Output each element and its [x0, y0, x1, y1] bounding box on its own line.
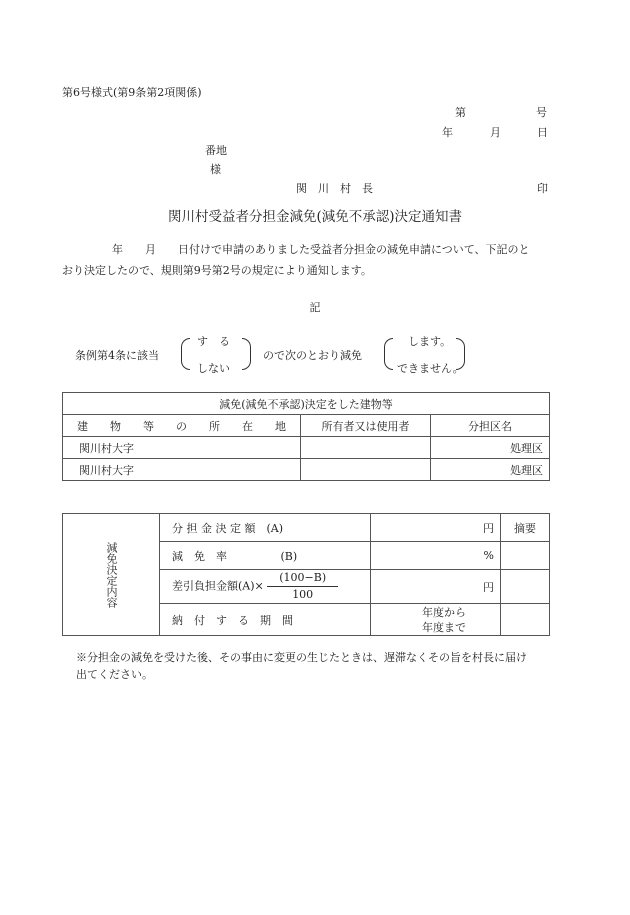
- right-brace-1: [242, 338, 251, 370]
- buildings-table: [62, 392, 550, 481]
- remarks-cell: [501, 604, 550, 636]
- payment-period-range: [371, 604, 501, 636]
- remarks-header: 摘要: [501, 514, 550, 542]
- doc-number-prefix: 第: [455, 106, 466, 119]
- owner-cell: [301, 459, 431, 481]
- table-row: [63, 459, 550, 481]
- form-number: 第6号様式(第9条第2項関係): [62, 86, 202, 99]
- decision-prefix: 条例第4条に該当: [75, 349, 159, 362]
- payment-period-from: 年度から: [422, 605, 466, 619]
- footnote-line2: 出てください。: [76, 668, 153, 681]
- zone-cell: 処理区: [431, 437, 550, 459]
- assessed-amount-unit: 円: [371, 514, 501, 542]
- location-cell: 関川村大字: [63, 437, 301, 459]
- remarks-cell: [501, 542, 550, 570]
- reduction-rate-text: 減 免 率: [172, 549, 227, 563]
- col-owner: 所有者又は使用者: [301, 415, 431, 437]
- option-suru: す る: [197, 335, 230, 348]
- seal-mark: 印: [537, 182, 548, 195]
- left-brace-2: [384, 338, 393, 370]
- address-label: 番地: [205, 144, 227, 157]
- remarks-cell: [501, 570, 550, 604]
- net-amount-fraction: [267, 571, 338, 602]
- date-day: 日: [537, 126, 548, 139]
- doc-number-suffix: 号: [536, 106, 547, 119]
- net-amount-text: 差引負担金額(A)×: [172, 579, 264, 593]
- assessed-amount-label: 分 担 金 決 定 額 (A): [160, 514, 371, 542]
- reduction-side-label: 減免決定内容: [63, 514, 160, 636]
- net-amount-unit: 円: [371, 570, 501, 604]
- option-shimasu: します。: [408, 335, 452, 348]
- footnote-line1: ※分担金の減免を受けた後、その事由に変更の生じたときは、遅滞なくその旨を村長に届け: [76, 651, 527, 664]
- owner-cell: [301, 437, 431, 459]
- option-dekimasen: できません。: [397, 362, 464, 375]
- col-location: 建 物 等 の 所 在 地: [63, 415, 301, 437]
- date-year: 年: [442, 126, 453, 139]
- ki-heading: 記: [309, 301, 321, 314]
- option-shinai: しない: [197, 362, 230, 375]
- left-brace-1: [181, 338, 190, 370]
- document-title: 関川村受益者分担金減免(減免不承認)決定通知書: [167, 209, 463, 225]
- zone-cell: 処理区: [431, 459, 550, 481]
- fraction-numerator: (100−B): [267, 571, 338, 587]
- right-brace-2: [456, 338, 465, 370]
- payment-period-label: 納 付 す る 期 間: [160, 604, 371, 636]
- recipient-honorific: 様: [210, 163, 221, 176]
- date-month: 月: [490, 126, 501, 139]
- buildings-table-caption: 減免(減免不承認)決定をした建物等: [63, 393, 550, 415]
- fraction-denominator: 100: [292, 588, 314, 601]
- issuer-name: 関 川 村 長: [296, 182, 373, 195]
- body-paragraph-line2: おり決定したので、規則第9号第2号の規定により通知します。: [62, 264, 372, 277]
- reduction-rate-unit: %: [371, 542, 501, 570]
- reduction-details-table: [62, 513, 550, 636]
- decision-middle: ので次のとおり減免: [263, 349, 362, 362]
- table-row: [63, 437, 550, 459]
- body-paragraph-line1: 年 月 日付けで申請のありました受益者分担金の減免申請について、下記のと: [112, 243, 530, 256]
- reduction-rate-mark: (B): [280, 549, 298, 563]
- reduction-rate-label: [160, 542, 371, 570]
- net-amount-label: [160, 570, 371, 604]
- payment-period-to: 年度まで: [422, 620, 466, 634]
- location-cell: 関川村大字: [63, 459, 301, 481]
- col-zone: 分担区名: [431, 415, 550, 437]
